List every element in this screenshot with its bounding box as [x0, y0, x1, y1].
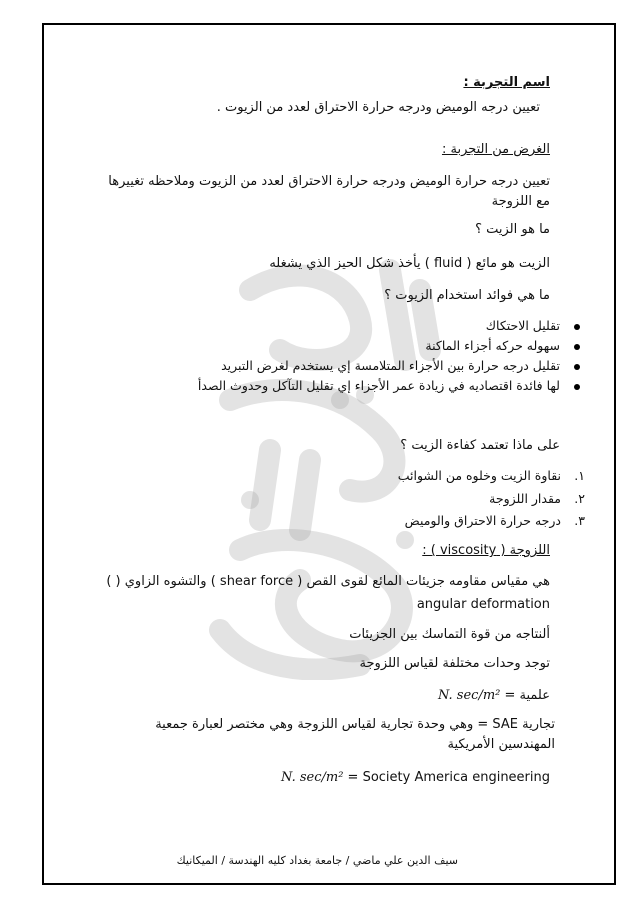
purpose-heading: الغرض من التجربة :	[441, 142, 550, 157]
list-item: ٣.درجه حرارة الاحتراق والوميض	[404, 513, 585, 528]
commercial-unit-text: تجارية SAE = وهي وحدة تجارية لقياس اللزوجة وهي مختصر لعبارة جمعية المهندسين الأمريكية	[155, 717, 555, 752]
units-text: توجد وحدات مختلفة لقياس اللزوجة	[359, 656, 550, 671]
bullet-icon	[574, 344, 580, 350]
sae-unit: N. sec/m²	[281, 770, 344, 785]
viscosity-definition-cont: angular deformation	[416, 597, 550, 612]
question-efficiency: على ماذا تعتمد كفاءة الزيت ؟	[400, 438, 560, 453]
purpose-text: تعيين درجه حرارة الوميض ودرجه حرارة الاحتراق لعدد من الزيوت وملاحظه تغييرها مع اللزوجة	[108, 174, 550, 209]
cohesion-text: ألنتاجه من قوة التماسك بين الجزيئات	[349, 627, 550, 642]
title-heading: اسم التجربة :	[463, 75, 550, 90]
sae-expansion: = Society America engineering	[347, 770, 550, 785]
list-item: لها فائدة اقتصاديه في زيادة عمر الأجزاء إي تقليل التآكل وحدوث الصدأ	[198, 378, 580, 394]
viscosity-heading: اللزوجة ( viscosity ) :	[422, 543, 550, 558]
bullet-icon	[574, 324, 580, 330]
list-item: ٢.مقدار اللزوجة	[489, 491, 585, 506]
bullet-icon	[574, 384, 580, 390]
list-item: سهوله حركه أجزاء الماكنة	[425, 338, 580, 354]
document-body	[95, 0, 585, 900]
bullet-icon	[574, 364, 580, 370]
list-item: تقليل درجه حرارة بين الأجزاء المتلامسة إي يستخدم لغرض التبريد	[221, 358, 580, 374]
list-item: ١.نقاوة الزيت وخلوه من الشوائب	[397, 468, 585, 483]
sae-unit-row	[281, 770, 550, 786]
scientific-unit: N. sec/m²	[437, 688, 501, 703]
experiment-name: تعيين درجه الوميض ودرجه حرارة الاحتراق لعدد من الزيوت .	[216, 100, 540, 115]
question-benefits: ما هي فوائد استخدام الزيوت ؟	[384, 288, 550, 303]
oil-definition: الزيت هو مائع ( fluid ) يأخذ شكل الحيز الذي يشغله	[269, 256, 550, 271]
page-footer: سيف الدين علي ماضي / جامعة بغداد كليه الهندسة / الميكانيك	[176, 854, 458, 867]
viscosity-definition: هي مقياس مقاومه جزيئات المائع لقوى القص ( shear force ) والتشوه الزاوي ( )	[106, 574, 550, 589]
list-item: تقليل الاحتكاك	[486, 318, 580, 334]
question-what-is-oil: ما هو الزيت ؟	[475, 222, 550, 237]
scientific-unit-row: علمية = N. sec/m²	[437, 688, 550, 703]
